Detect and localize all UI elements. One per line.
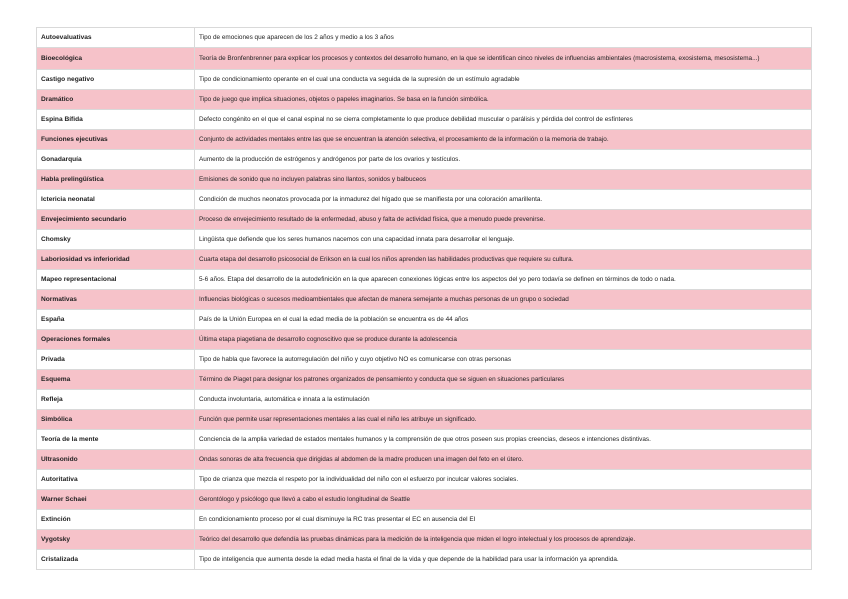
definition-cell: En condicionamiento proceso por el cual disminuye la RC tras presentar el EC en ausencia del EI	[195, 510, 812, 530]
definition-cell: Emisiones de sonido que no incluyen palabras sino llantos, sonidos y balbuceos	[195, 170, 812, 190]
term-cell: Autoevaluativas	[37, 28, 195, 48]
definition-cell: Condición de muchos neonatos provocada por la inmadurez del hígado que se manifiesta por una coloración amarillenta.	[195, 190, 812, 210]
definition-cell: Teoría de Bronfenbrenner para explicar los procesos y contextos del desarrollo humano, en la que se identifican cinco niveles de influencias ambientales (macrosistema, exosistema, mesosistema...)	[195, 48, 812, 70]
definition-cell: Función que permite usar representaciones mentales a las cual el niño les atribuye un significado.	[195, 410, 812, 430]
term-cell: Gonadarquía	[37, 150, 195, 170]
term-cell: Ultrasonido	[37, 450, 195, 470]
term-cell: Teoría de la mente	[37, 430, 195, 450]
table-row	[37, 90, 812, 110]
term-cell: Operaciones formales	[37, 330, 195, 350]
definition-cell: Ondas sonoras de alta frecuencia que dirigidas al abdomen de la madre producen una imagen del feto en el útero.	[195, 450, 812, 470]
definition-cell: Tipo de emociones que aparecen de los 2 años y medio a los 3 años	[195, 28, 812, 48]
table-row	[37, 270, 812, 290]
term-cell: Chomsky	[37, 230, 195, 250]
glossary-body	[37, 28, 812, 570]
definition-cell: Defecto congénito en el que el canal espinal no se cierra completamente lo que produce debilidad muscular o parálisis y pérdida del control de esfínteres	[195, 110, 812, 130]
table-row	[37, 350, 812, 370]
table-row	[37, 150, 812, 170]
definition-cell: Conducta involuntaria, automática e innata a la estimulación	[195, 390, 812, 410]
term-cell: Refleja	[37, 390, 195, 410]
definition-cell: Tipo de condicionamiento operante en el cual una conducta va seguida de la supresión de un estímulo agradable	[195, 70, 812, 90]
table-row	[37, 170, 812, 190]
term-cell: Castigo negativo	[37, 70, 195, 90]
definition-cell: Conciencia de la amplia variedad de estados mentales humanos y la comprensión de que otros poseen sus propias creencias, deseos e intenciones distintivas.	[195, 430, 812, 450]
term-cell: Laboriosidad vs inferioridad	[37, 250, 195, 270]
definition-cell: Última etapa piagetiana de desarrollo cognoscitivo que se produce durante la adolescencia	[195, 330, 812, 350]
term-cell: Normativas	[37, 290, 195, 310]
term-cell: Mapeo representacional	[37, 270, 195, 290]
term-cell: Vygotsky	[37, 530, 195, 550]
definition-cell: Cuarta etapa del desarrollo psicosocial de Erikson en la cual los niños aprenden las habilidades productivas que requiere su cultura.	[195, 250, 812, 270]
table-row	[37, 130, 812, 150]
table-row	[37, 490, 812, 510]
table-row	[37, 430, 812, 450]
term-cell: Autoritativa	[37, 470, 195, 490]
term-cell: Ictericia neonatal	[37, 190, 195, 210]
definition-cell: 5-6 años. Etapa del desarrollo de la autodefinición en la que aparecen conexiones lógicas entre los aspectos del yo pero todavía se definen en términos de todo o nada.	[195, 270, 812, 290]
definition-cell: País de la Unión Europea en el cual la edad media de la población se encuentra es de 44 años	[195, 310, 812, 330]
table-row	[37, 210, 812, 230]
definition-cell: Teórico del desarrollo que defendía las pruebas dinámicas para la medición de la inteligencia que miden el logro intelectual y los procesos de aprendizaje.	[195, 530, 812, 550]
definition-cell: Proceso de envejecimiento resultado de la enfermedad, abuso y falta de actividad física, que a menudo puede prevenirse.	[195, 210, 812, 230]
table-row	[37, 450, 812, 470]
definition-cell: Lingüista que defiende que los seres humanos nacemos con una capacidad innata para desarrollar el lenguaje.	[195, 230, 812, 250]
definition-cell: Término de Piaget para designar los patrones organizados de pensamiento y conducta que se siguen en situaciones particulares	[195, 370, 812, 390]
table-row	[37, 310, 812, 330]
table-row	[37, 70, 812, 90]
term-cell: Dramático	[37, 90, 195, 110]
table-row	[37, 230, 812, 250]
term-cell: Privada	[37, 350, 195, 370]
table-row	[37, 190, 812, 210]
definition-cell: Gerontólogo y psicólogo que llevó a cabo el estudio longitudinal de Seattle	[195, 490, 812, 510]
definition-cell: Aumento de la producción de estrógenos y andrógenos por parte de los ovarios y testículos.	[195, 150, 812, 170]
table-row	[37, 28, 812, 48]
table-row	[37, 48, 812, 70]
table-row	[37, 470, 812, 490]
definition-cell: Tipo de inteligencia que aumenta desde la edad media hasta el final de la vida y que depende de la habilidad para usar la información ya aprendida.	[195, 550, 812, 570]
table-row	[37, 330, 812, 350]
table-row	[37, 530, 812, 550]
term-cell: Simbólica	[37, 410, 195, 430]
table-row	[37, 410, 812, 430]
definition-cell: Influencias biológicas o sucesos medioambientales que afectan de manera semejante a muchas personas de un grupo o sociedad	[195, 290, 812, 310]
table-row	[37, 510, 812, 530]
term-cell: Bioecológica	[37, 48, 195, 70]
table-row	[37, 390, 812, 410]
term-cell: Cristalizada	[37, 550, 195, 570]
term-cell: Habla prelingüística	[37, 170, 195, 190]
table-row	[37, 550, 812, 570]
term-cell: Extinción	[37, 510, 195, 530]
table-row	[37, 370, 812, 390]
definition-cell: Conjunto de actividades mentales entre las que se encuentran la atención selectiva, el procesamiento de la información o la memoria de trabajo.	[195, 130, 812, 150]
table-row	[37, 250, 812, 270]
definition-cell: Tipo de juego que implica situaciones, objetos o papeles imaginarios. Se basa en la función simbólica.	[195, 90, 812, 110]
table-row	[37, 290, 812, 310]
definition-cell: Tipo de crianza que mezcla el respeto por la individualidad del niño con el esfuerzo por inculcar valores sociales.	[195, 470, 812, 490]
term-cell: Espina Bífida	[37, 110, 195, 130]
table-row	[37, 110, 812, 130]
term-cell: Esquema	[37, 370, 195, 390]
glossary-table	[36, 27, 812, 570]
term-cell: Funciones ejecutivas	[37, 130, 195, 150]
definition-cell: Tipo de habla que favorece la autorregulación del niño y cuyo objetivo NO es comunicarse con otras personas	[195, 350, 812, 370]
term-cell: Envejecimiento secundario	[37, 210, 195, 230]
term-cell: España	[37, 310, 195, 330]
term-cell: Warner Schaei	[37, 490, 195, 510]
